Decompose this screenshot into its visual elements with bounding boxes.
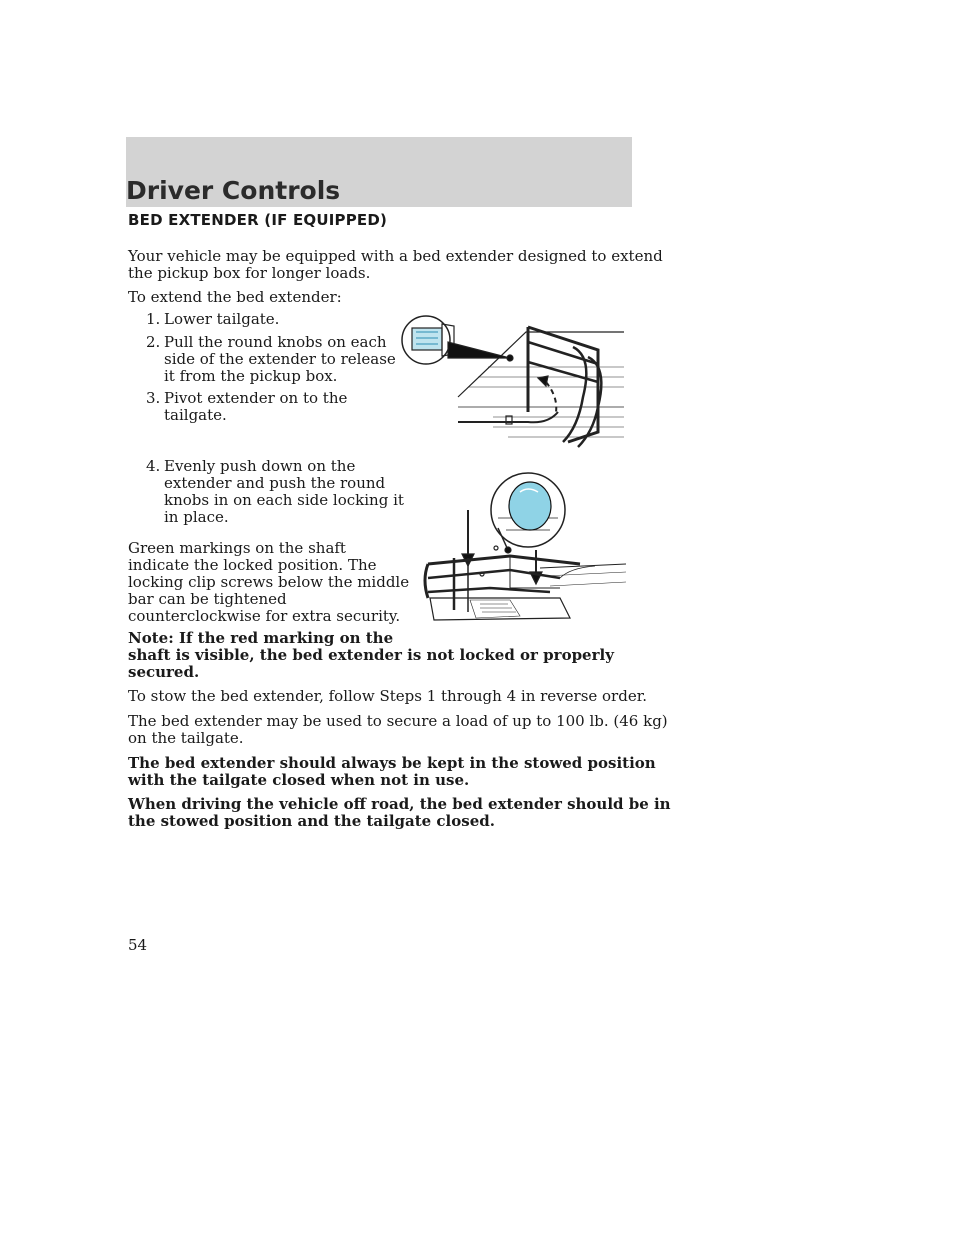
load-line-2: on the tailgate. [128, 729, 244, 747]
load-line-1: The bed extender may be used to secure a load of up to 100 lb. (46 kg) [128, 712, 668, 730]
step-text: side of the extender to release [164, 350, 396, 368]
step-number: 2. [146, 333, 161, 351]
warning-stowed-line-2: with the tailgate closed when not in use. [128, 771, 470, 789]
page-title: Driver Controls [126, 176, 341, 205]
markings-line-5: counterclockwise for extra security. [128, 607, 401, 625]
note-line-2: shaft is visible, the bed extender is not locked or properly [128, 646, 614, 664]
markings-line-3: locking clip screws below the middle [128, 573, 410, 591]
intro-line-2: the pickup box for longer loads. [128, 264, 371, 282]
warning-stowed-line-1: The bed extender should always be kept in the stowed position [128, 754, 656, 772]
step-number: 4. [146, 457, 161, 475]
note-line-1: Note: If the red marking on the [128, 629, 394, 647]
stow-text: To stow the bed extender, follow Steps 1 through 4 in reverse order. [128, 687, 648, 705]
markings-line-4: bar can be tightened [128, 590, 287, 608]
step-text: Pivot extender on to the [164, 389, 348, 407]
step-number: 1. [146, 310, 161, 328]
step-text: extender and push the round [164, 474, 386, 492]
bed-extender-lock-illustration [420, 468, 626, 626]
step-text: in place. [164, 508, 229, 526]
warning-offroad-line-2: the stowed position and the tailgate closed. [128, 812, 495, 830]
extend-intro: To extend the bed extender: [128, 288, 342, 306]
page-number: 54 [128, 936, 148, 954]
header-band [126, 137, 632, 207]
note-line-3: secured. [128, 663, 200, 681]
section-heading: BED EXTENDER (IF EQUIPPED) [128, 211, 388, 229]
warning-offroad-line-1: When driving the vehicle off road, the bed extender should be in [128, 795, 671, 813]
intro-line-1: Your vehicle may be equipped with a bed extender designed to extend [128, 247, 663, 265]
step-text: Pull the round knobs on each [164, 333, 387, 351]
markings-line-2: indicate the locked position. The [128, 556, 377, 574]
bed-extender-pivot-illustration [398, 302, 624, 454]
step-text: knobs in on each side locking it [164, 491, 404, 509]
step-text: Lower tailgate. [164, 310, 280, 328]
step-text: Evenly push down on the [164, 457, 356, 475]
step-number: 3. [146, 389, 161, 407]
markings-line-1: Green markings on the shaft [128, 539, 346, 557]
step-text: tailgate. [164, 406, 227, 424]
step-text: it from the pickup box. [164, 367, 338, 385]
